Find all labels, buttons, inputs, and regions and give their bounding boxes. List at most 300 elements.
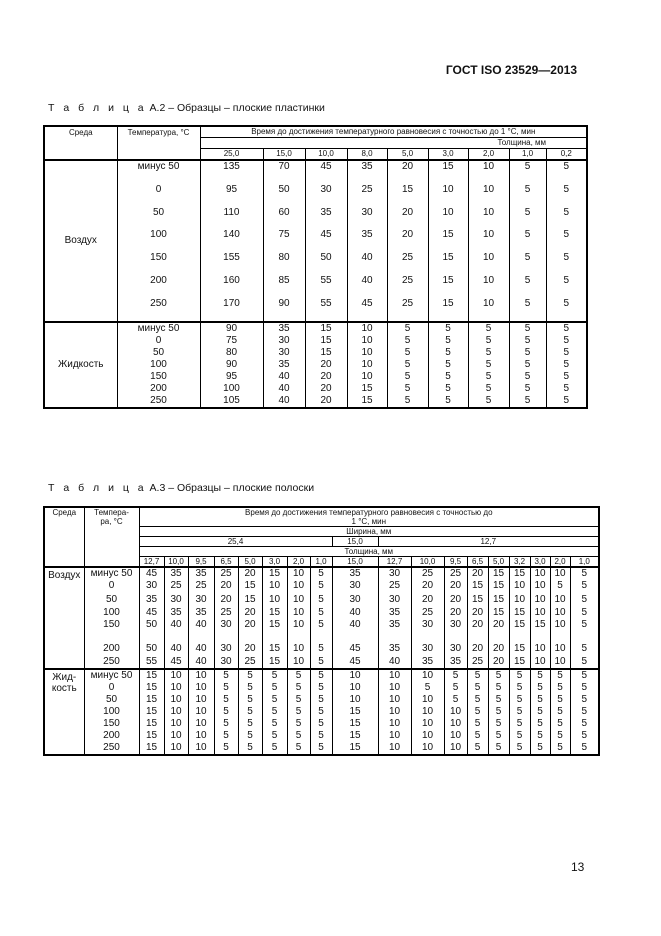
table-a3-value-cell: 5 (509, 694, 530, 706)
table-a3-value-cell: 10 (287, 567, 310, 580)
table-a3-value-cell: 10 (378, 669, 411, 682)
table-a3-value-cell: 10 (164, 706, 188, 718)
table-a2-value-cell: 155 (200, 252, 263, 275)
table-a3-value-cell: 10 (411, 706, 444, 718)
table-a2-value-cell: 5 (546, 298, 587, 322)
table-a2-value-cell: 20 (305, 359, 347, 371)
table-a3-temp-cell: 250 (84, 656, 139, 669)
table-a3-value-cell: 5 (262, 730, 287, 742)
table-a3-value-cell: 15 (488, 594, 509, 606)
table-a2-value-cell: 45 (305, 229, 347, 252)
table-a2-value-cell: 10 (468, 275, 509, 298)
table-a2-value-cell: 70 (263, 160, 305, 184)
table-a2-value-cell: 105 (200, 395, 263, 408)
table-a3-value-cell: 10 (188, 742, 214, 755)
table-a2-value-cell: 40 (263, 383, 305, 395)
table-a3-value-cell: 35 (188, 607, 214, 619)
table-a2-value-cell: 5 (546, 160, 587, 184)
table-a3-value-cell: 15 (139, 694, 164, 706)
table-a2-value-cell: 15 (347, 395, 387, 408)
table-a3-value-cell: 40 (164, 619, 188, 643)
table-a2-caption-title: А.2 – Образцы – плоские пластинки (146, 102, 325, 114)
table-a3-value-cell: 5 (214, 694, 238, 706)
table-a3-value-cell: 25 (214, 567, 238, 580)
table-a2-value-cell: 5 (468, 322, 509, 335)
table-a2-thickness-value: 10,0 (305, 149, 347, 161)
table-a3-value-cell: 10 (444, 718, 467, 730)
table-row (44, 207, 587, 230)
table-a3-value-cell: 5 (488, 694, 509, 706)
table-a3-value-cell: 10 (262, 580, 287, 594)
table-a2-value-cell: 15 (305, 347, 347, 359)
table-a3-temp-cell: 100 (84, 607, 139, 619)
table-a3-value-cell: 5 (570, 669, 599, 682)
table-a3-value-cell: 10 (411, 730, 444, 742)
table-a3-value-cell: 20 (238, 619, 262, 643)
table-a3-thickness-value: 3,0 (530, 557, 550, 568)
table-a3-value-cell: 10 (164, 694, 188, 706)
table-a3-value-cell: 15 (467, 594, 488, 606)
table-a2-value-cell: 10 (468, 298, 509, 322)
table-a3-value-cell: 25 (411, 607, 444, 619)
table-a3-value-cell: 20 (488, 643, 509, 655)
table-a3-value-cell: 20 (488, 656, 509, 669)
table-a3-value-cell: 30 (378, 594, 411, 606)
table-a3-value-cell: 15 (262, 656, 287, 669)
table-a3-value-cell: 5 (570, 656, 599, 669)
table-a3-value-cell: 10 (287, 607, 310, 619)
table-a3-value-cell: 10 (188, 730, 214, 742)
table-a2-value-cell: 90 (200, 359, 263, 371)
table-row (44, 643, 599, 655)
table-a3-value-cell: 15 (332, 730, 378, 742)
table-a2-value-cell: 5 (509, 335, 546, 347)
table-a2-value-cell: 15 (305, 335, 347, 347)
table-a2-value-cell: 5 (468, 383, 509, 395)
table-a3-value-cell: 5 (509, 742, 530, 755)
table-a2-value-cell: 5 (546, 395, 587, 408)
table-a3-value-cell: 10 (188, 694, 214, 706)
table-a3-value-cell: 35 (188, 567, 214, 580)
table-a2-value-cell: 5 (509, 275, 546, 298)
table-a3-value-cell: 10 (188, 682, 214, 694)
table-a2-value-cell: 5 (428, 395, 468, 408)
table-a2-value-cell: 10 (347, 359, 387, 371)
table-a3-value-cell: 5 (238, 742, 262, 755)
table-a3-value-cell: 5 (488, 682, 509, 694)
table-a3-value-cell: 25 (467, 656, 488, 669)
table-a3-value-cell: 20 (214, 594, 238, 606)
table-a3-value-cell: 25 (411, 567, 444, 580)
table-a3-value-cell: 5 (467, 682, 488, 694)
table-row (44, 298, 587, 322)
table-a3-value-cell: 15 (332, 706, 378, 718)
table-a3-value-cell: 5 (530, 718, 550, 730)
table-a3-value-cell: 5 (214, 718, 238, 730)
table-a3-value-cell: 55 (139, 656, 164, 669)
table-a3-value-cell: 15 (139, 730, 164, 742)
table-a3-value-cell: 5 (287, 706, 310, 718)
table-a3-value-cell: 5 (238, 669, 262, 682)
table-a3-value-cell: 10 (530, 580, 550, 594)
table-a2-value-cell: 140 (200, 229, 263, 252)
table-a3-value-cell: 40 (188, 643, 214, 655)
table-a3-value-cell: 5 (530, 669, 550, 682)
table-a2-temp-cell: 50 (117, 207, 200, 230)
table-a2-temp-cell: 150 (117, 371, 200, 383)
table-a3-value-cell: 5 (570, 682, 599, 694)
table-a2-value-cell: 5 (546, 347, 587, 359)
table-a3-value-cell: 35 (139, 594, 164, 606)
table-a2-value-cell: 5 (509, 347, 546, 359)
table-a2-value-cell: 30 (347, 207, 387, 230)
table-a3-temp-cell: 200 (84, 643, 139, 655)
table-a3-thickness-value: 12,7 (139, 557, 164, 568)
table-a3-value-cell: 30 (188, 594, 214, 606)
table-a2-value-cell: 5 (428, 322, 468, 335)
table-a2 (43, 125, 588, 409)
table-a3-value-cell: 10 (287, 656, 310, 669)
table-a2-thickness-value: 8,0 (347, 149, 387, 161)
table-a3-value-cell: 35 (444, 656, 467, 669)
table-a3-value-cell: 10 (164, 718, 188, 730)
table-a2-value-cell: 5 (546, 335, 587, 347)
table-a3-value-cell: 10 (287, 594, 310, 606)
table-a3-value-cell: 5 (310, 594, 332, 606)
table-a2-thickness-value: 3,0 (428, 149, 468, 161)
table-a2-value-cell: 35 (347, 229, 387, 252)
document-standard-header: ГОСТ ISO 23529—2013 (445, 63, 577, 77)
table-a3-value-cell: 5 (310, 669, 332, 682)
table-a3-thickness-value: 3,2 (509, 557, 530, 568)
table-a2-value-cell: 100 (200, 383, 263, 395)
table-a3-value-cell: 40 (332, 607, 378, 619)
table-row (44, 594, 599, 606)
table-a2-temp-cell: 0 (117, 184, 200, 207)
table-a3-value-cell: 5 (310, 656, 332, 669)
table-row (44, 160, 587, 184)
table-a2-value-cell: 20 (305, 395, 347, 408)
table-a3-value-cell: 5 (467, 669, 488, 682)
table-a3-value-cell: 25 (378, 580, 411, 594)
table-a3-value-cell: 15 (509, 567, 530, 580)
table-a2-temp-cell: 200 (117, 275, 200, 298)
table-row (44, 619, 599, 643)
table-a3-value-cell: 5 (509, 706, 530, 718)
table-a3-value-cell: 5 (310, 607, 332, 619)
table-a3-value-cell: 5 (550, 718, 570, 730)
table-a3-value-cell: 5 (214, 742, 238, 755)
table-a2-value-cell: 5 (468, 335, 509, 347)
table-a3-value-cell: 10 (530, 607, 550, 619)
table-a2-value-cell: 15 (428, 275, 468, 298)
table-a3-temp-cell: 50 (84, 694, 139, 706)
table-a3-value-cell: 5 (287, 669, 310, 682)
table-a3-thickness-value: 15,0 (332, 557, 378, 568)
table-a2-value-cell: 10 (347, 347, 387, 359)
table-a3-value-cell: 30 (378, 567, 411, 580)
table-a3-value-cell: 10 (188, 669, 214, 682)
table-a2-value-cell: 30 (263, 335, 305, 347)
table-row (44, 335, 587, 347)
table-a2-value-cell: 5 (468, 347, 509, 359)
table-a3-value-cell: 5 (287, 742, 310, 755)
table-row (44, 359, 587, 371)
table-a3-value-cell: 10 (509, 580, 530, 594)
table-a3-value-cell: 10 (164, 730, 188, 742)
table-a3-value-cell: 15 (139, 742, 164, 755)
table-a3-value-cell: 10 (378, 706, 411, 718)
table-a3-value-cell: 20 (214, 580, 238, 594)
table-a3-value-cell: 15 (139, 706, 164, 718)
table-a3-value-cell: 30 (411, 643, 444, 655)
table-a3-value-cell: 5 (509, 718, 530, 730)
table-a3-value-cell: 25 (188, 580, 214, 594)
table-row (44, 229, 587, 252)
table-a2-env-liquid: Жидкость (44, 322, 117, 408)
table-a3-time-header-line1: Время до достижения температурного равновесия с точностью до (245, 508, 493, 517)
table-a3 (43, 506, 600, 756)
table-a3-value-cell: 20 (411, 594, 444, 606)
table-a3-value-cell: 5 (570, 594, 599, 606)
table-a3-value-cell: 15 (488, 607, 509, 619)
table-a3-value-cell: 25 (444, 567, 467, 580)
table-row (44, 252, 587, 275)
table-a3-temp-cell: 200 (84, 730, 139, 742)
table-a3-value-cell: 5 (310, 643, 332, 655)
table-a2-value-cell: 40 (347, 275, 387, 298)
table-a2-value-cell: 20 (387, 229, 428, 252)
table-a3-value-cell: 30 (332, 594, 378, 606)
table-row (44, 682, 599, 694)
table-a2-value-cell: 80 (263, 252, 305, 275)
table-a3-value-cell: 5 (262, 742, 287, 755)
table-a3-temp-cell: минус 50 (84, 669, 139, 682)
table-a3-value-cell: 5 (509, 730, 530, 742)
table-a3-env-header: Среда (44, 507, 84, 567)
table-a2-value-cell: 15 (347, 383, 387, 395)
table-a3-value-cell: 5 (467, 706, 488, 718)
table-a2-value-cell: 10 (347, 371, 387, 383)
table-a2-value-cell: 5 (509, 229, 546, 252)
table-a3-value-cell: 5 (488, 706, 509, 718)
table-a2-temp-cell: минус 50 (117, 322, 200, 335)
table-a3-value-cell: 5 (262, 706, 287, 718)
table-a3-value-cell: 10 (164, 669, 188, 682)
table-a3-value-cell: 10 (530, 594, 550, 606)
table-a2-value-cell: 5 (509, 298, 546, 322)
table-a3-value-cell: 10 (188, 718, 214, 730)
table-a3-caption (48, 482, 314, 494)
table-a3-thickness-value: 9,5 (444, 557, 467, 568)
table-a3-value-cell: 35 (378, 619, 411, 643)
table-a3-value-cell: 5 (310, 694, 332, 706)
table-a2-value-cell: 135 (200, 160, 263, 184)
table-a3-value-cell: 5 (488, 742, 509, 755)
table-a3-value-cell: 5 (467, 718, 488, 730)
table-row (44, 730, 599, 742)
table-a3-thickness-value: 5,0 (488, 557, 509, 568)
table-a3-value-cell: 10 (550, 656, 570, 669)
table-a3-value-cell: 45 (332, 656, 378, 669)
table-a2-value-cell: 10 (428, 207, 468, 230)
table-a3-time-header-line2: 1 °С, мин (351, 517, 387, 526)
table-a2-value-cell: 10 (468, 207, 509, 230)
table-a3-value-cell: 10 (530, 567, 550, 580)
table-a3-value-cell: 5 (262, 669, 287, 682)
table-a2-time-header: Время до достижения температурного равновесия с точностью до 1 °С, мин (200, 126, 587, 138)
table-a3-value-cell: 15 (332, 742, 378, 755)
table-a2-value-cell: 15 (305, 322, 347, 335)
table-a3-value-cell: 15 (488, 580, 509, 594)
table-a3-value-cell: 35 (378, 607, 411, 619)
table-a3-value-cell: 5 (287, 718, 310, 730)
table-a3-temp-cell: минус 50 (84, 567, 139, 580)
table-a3-value-cell: 5 (570, 718, 599, 730)
table-a3-value-cell: 30 (411, 619, 444, 643)
table-a2-temp-cell: 100 (117, 229, 200, 252)
table-a2-value-cell: 40 (263, 371, 305, 383)
table-a3-value-cell: 30 (139, 580, 164, 594)
table-a3-value-cell: 5 (509, 682, 530, 694)
table-row (44, 669, 599, 682)
table-a2-value-cell: 5 (546, 275, 587, 298)
table-a3-env-liquid (44, 669, 84, 755)
table-a3-value-cell: 10 (550, 619, 570, 643)
table-a3-value-cell: 5 (238, 730, 262, 742)
table-a2-value-cell: 170 (200, 298, 263, 322)
table-a3-value-cell: 5 (310, 718, 332, 730)
table-a2-value-cell: 5 (546, 359, 587, 371)
table-a2-value-cell: 5 (428, 371, 468, 383)
table-a2-value-cell: 5 (387, 359, 428, 371)
table-a3-value-cell: 10 (550, 607, 570, 619)
table-a3-value-cell: 5 (570, 580, 599, 594)
table-a3-temp-cell: 150 (84, 718, 139, 730)
table-a3-thickness-value: 3,0 (262, 557, 287, 568)
table-a3-value-cell: 5 (550, 694, 570, 706)
table-a2-value-cell: 160 (200, 275, 263, 298)
table-a2-value-cell: 45 (347, 298, 387, 322)
table-a3-value-cell: 10 (332, 669, 378, 682)
table-a3-value-cell: 20 (467, 643, 488, 655)
table-a3-value-cell: 10 (332, 694, 378, 706)
table-a2-value-cell: 5 (387, 335, 428, 347)
table-a3-value-cell: 15 (139, 682, 164, 694)
table-a3-value-cell: 15 (139, 669, 164, 682)
table-a3-value-cell: 5 (550, 682, 570, 694)
table-a3-width-value: 15,0 (332, 537, 378, 547)
table-a3-value-cell: 5 (509, 669, 530, 682)
table-a2-temp-cell: 250 (117, 395, 200, 408)
table-a3-value-cell: 5 (444, 694, 467, 706)
table-a2-value-cell: 10 (468, 229, 509, 252)
table-a2-temp-cell: 100 (117, 359, 200, 371)
table-a2-temp-cell: 150 (117, 252, 200, 275)
table-a2-value-cell: 10 (468, 160, 509, 184)
table-a3-value-cell: 15 (238, 580, 262, 594)
table-a2-thickness-header: Толщина, мм (200, 138, 587, 149)
table-a3-value-cell: 20 (238, 643, 262, 655)
table-a3-value-cell: 5 (444, 669, 467, 682)
table-a3-caption-prefix: Т а б л и ц а (48, 482, 147, 494)
table-a3-thickness-value: 1,0 (570, 557, 599, 568)
table-a3-value-cell: 10 (550, 643, 570, 655)
table-a2-value-cell: 5 (509, 359, 546, 371)
table-a3-value-cell: 20 (411, 580, 444, 594)
table-a3-value-cell: 5 (287, 730, 310, 742)
table-a2-value-cell: 5 (428, 347, 468, 359)
table-a3-value-cell: 5 (488, 730, 509, 742)
table-a3-value-cell: 45 (139, 607, 164, 619)
table-a2-value-cell: 25 (387, 298, 428, 322)
table-a3-value-cell: 15 (509, 643, 530, 655)
table-a3-value-cell: 45 (164, 656, 188, 669)
table-a3-value-cell: 5 (530, 694, 550, 706)
table-a2-value-cell: 5 (387, 383, 428, 395)
table-row (44, 718, 599, 730)
table-row (44, 184, 587, 207)
table-a2-value-cell: 5 (546, 207, 587, 230)
table-a3-value-cell: 5 (262, 718, 287, 730)
table-row (44, 706, 599, 718)
table-a3-value-cell: 15 (139, 718, 164, 730)
table-a2-value-cell: 30 (263, 347, 305, 359)
table-a3-value-cell: 10 (444, 706, 467, 718)
table-a2-value-cell: 10 (347, 322, 387, 335)
table-a3-value-cell: 5 (310, 567, 332, 580)
table-a3-value-cell: 20 (467, 567, 488, 580)
table-a2-value-cell: 5 (509, 322, 546, 335)
table-a3-value-cell: 20 (238, 607, 262, 619)
table-a3-caption-title: А.3 – Образцы – плоские полоски (146, 482, 315, 494)
table-a3-temp-cell: 0 (84, 580, 139, 594)
table-a3-value-cell: 15 (262, 567, 287, 580)
table-a2-value-cell: 30 (305, 184, 347, 207)
table-a2-value-cell: 5 (387, 371, 428, 383)
table-a2-temp-cell: 200 (117, 383, 200, 395)
table-a2-value-cell: 45 (305, 160, 347, 184)
table-a3-value-cell: 5 (530, 730, 550, 742)
table-a2-value-cell: 5 (509, 252, 546, 275)
table-a2-value-cell: 80 (200, 347, 263, 359)
table-a3-value-cell: 5 (262, 682, 287, 694)
table-a3-value-cell: 10 (287, 619, 310, 643)
table-a3-value-cell: 5 (550, 580, 570, 594)
table-a2-value-cell: 25 (387, 275, 428, 298)
table-row (44, 322, 587, 335)
table-a3-value-cell: 30 (332, 580, 378, 594)
table-a3-value-cell: 30 (214, 643, 238, 655)
table-a2-value-cell: 40 (347, 252, 387, 275)
table-row (44, 275, 587, 298)
table-a3-value-cell: 40 (188, 656, 214, 669)
table-a3-temp-cell: 150 (84, 619, 139, 643)
table-a2-value-cell: 5 (468, 371, 509, 383)
table-a2-value-cell: 10 (468, 252, 509, 275)
table-a3-value-cell: 5 (550, 669, 570, 682)
table-a2-value-cell: 40 (263, 395, 305, 408)
table-a2-value-cell: 20 (305, 383, 347, 395)
table-a3-value-cell: 5 (238, 718, 262, 730)
table-a3-value-cell: 5 (238, 682, 262, 694)
table-a3-temp-cell: 50 (84, 594, 139, 606)
table-row (44, 580, 599, 594)
table-a3-thickness-value: 2,0 (287, 557, 310, 568)
table-a2-value-cell: 15 (387, 184, 428, 207)
table-a3-value-cell: 30 (214, 656, 238, 669)
table-a3-value-cell: 15 (488, 567, 509, 580)
